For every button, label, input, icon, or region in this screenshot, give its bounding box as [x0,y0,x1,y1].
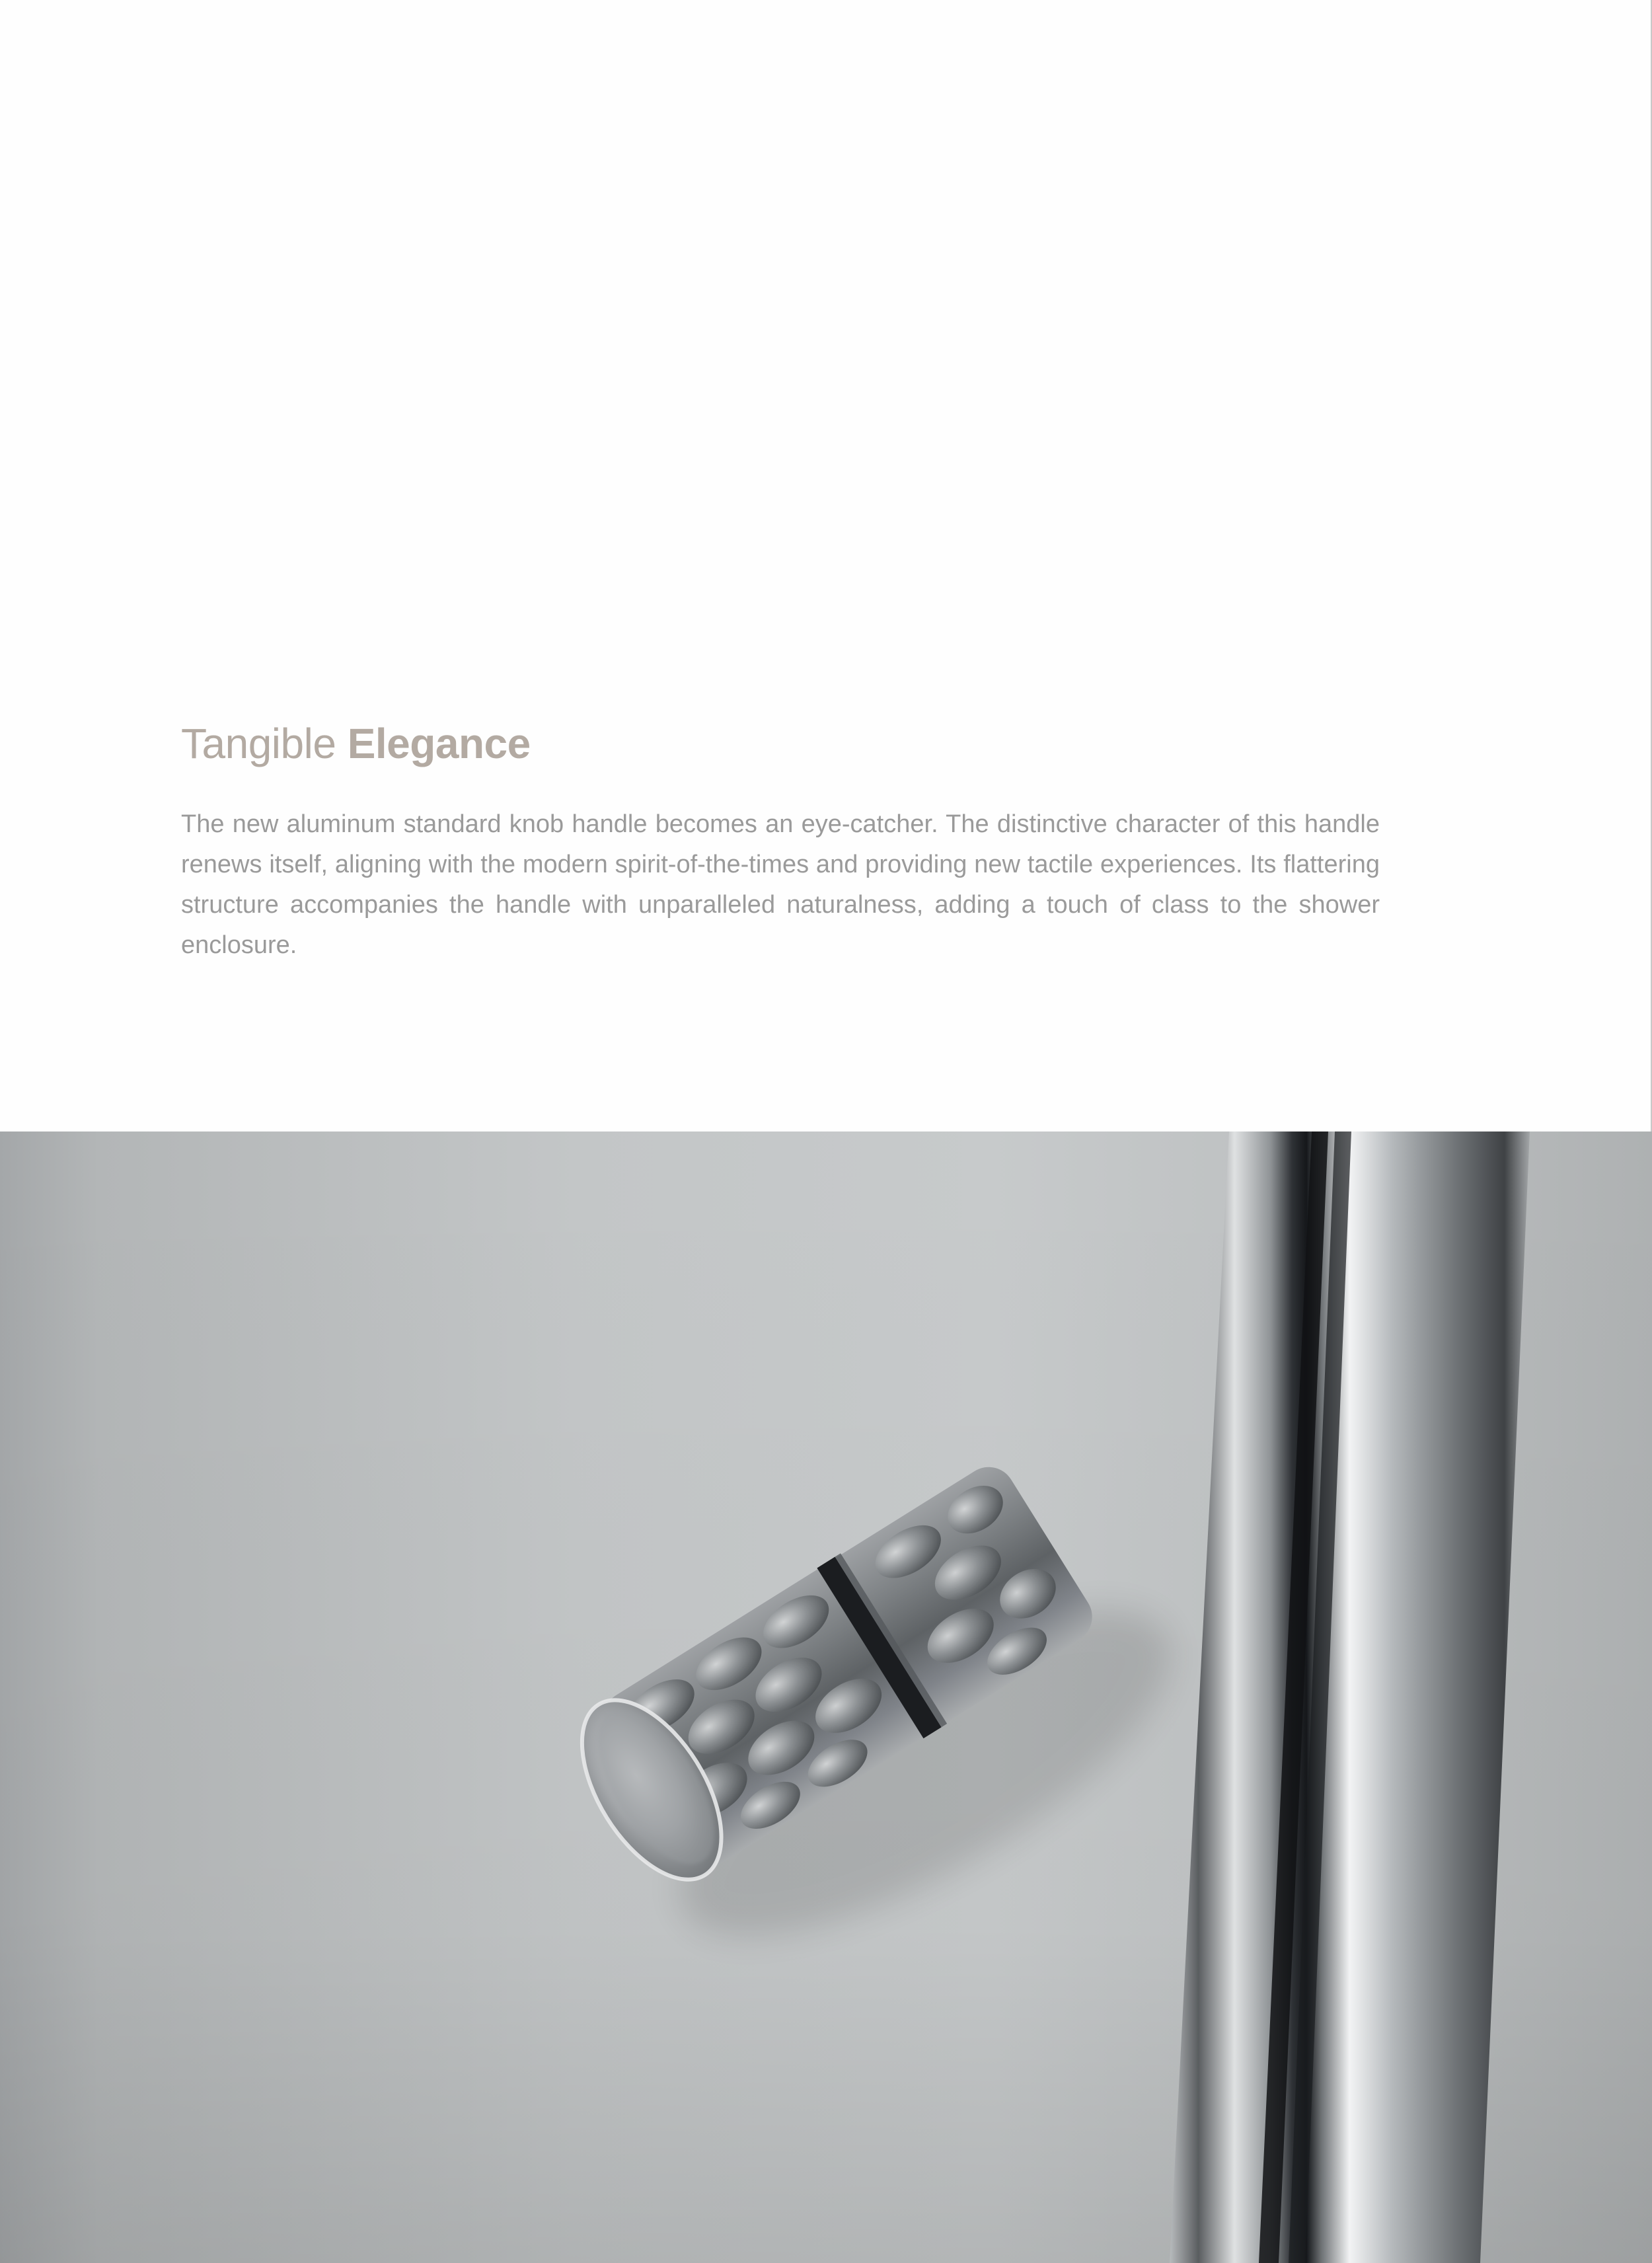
page-heading [181,717,1380,770]
heading-bold: Elegance [347,720,531,767]
product-photo [0,1132,1652,2263]
body-paragraph: The new aluminum standard knob handle becomes an eye-catcher. The distinctive character of this handle renews itself, aligning with the modern spirit-of-the-times and providing new tactile experiences. Its flattering structure accompanies the handle with unparalleled naturalness, adding a touch of class to the shower enclosure. [181,810,1380,959]
text-section [181,717,1380,966]
heading-light: Tangible [181,720,336,767]
vertical-bar [1170,1132,1530,2263]
